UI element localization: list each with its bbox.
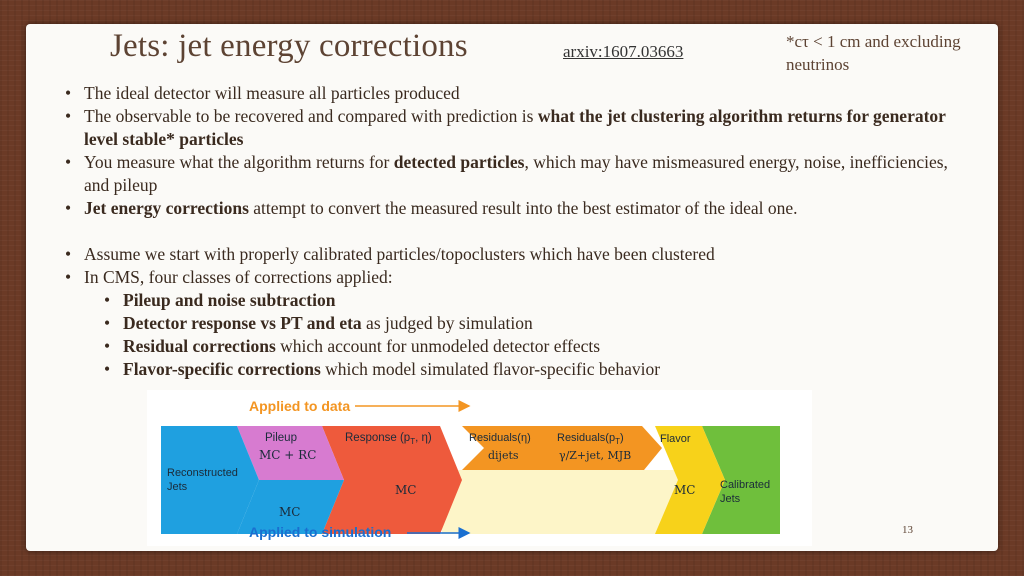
sub-bullet-list <box>96 289 956 381</box>
bullet-item: • Jet energy corrections attempt to convert the measured result into the best estimator of the ideal one. <box>57 197 977 220</box>
response-mc-label: MC <box>395 483 417 497</box>
flavor-label: Flavor <box>660 433 691 445</box>
pileup-mcrc-label: MC + RC <box>259 448 317 462</box>
calibrated-label-1: Calibrated <box>720 479 771 491</box>
residuals-pt-desc: γ/Z+jet, MJB <box>559 449 632 462</box>
bullet-item: • The ideal detector will measure all particles produced <box>57 82 977 105</box>
jec-diagram <box>147 390 812 546</box>
bullet-item: • You measure what the algorithm returns for detected particles, which may have mismeasured energy, noise, inefficiencies, and pileup <box>57 151 977 197</box>
pileup-mc-label: MC <box>279 505 301 519</box>
residuals-pt-label: $Residuals(p_T)$ <box>557 432 624 446</box>
residuals-eta-label: Residuals(η) <box>469 432 531 444</box>
bullet-item: • Assume we start with properly calibrated particles/topoclusters which have been clustered <box>57 243 977 266</box>
arxiv-link[interactable]: arxiv:1607.03663 <box>563 42 684 61</box>
sub-bullet-item: • Detector response vs PT and eta as judged by simulation <box>96 312 956 335</box>
bullet-list-second <box>57 243 977 289</box>
slide-title: Jets: jet energy corrections <box>110 28 468 64</box>
response-label: Response ($p_T$, η) <box>345 432 432 446</box>
bullet-list-main <box>57 82 977 220</box>
pileup-label: Pileup <box>265 432 297 444</box>
residuals-eta-sub: dijets <box>488 449 519 462</box>
flavor-mc-label: MC <box>674 483 696 497</box>
sub-bullet-item: • Flavor-specific corrections which model simulated flavor-specific behavior <box>96 358 956 381</box>
applied-to-simulation-label: Applied to simulation <box>249 524 392 540</box>
applied-to-data-label: Applied to data <box>249 398 351 414</box>
bullet-item: • The observable to be recovered and compared with prediction is what the jet clustering algorithm returns for generator level stable* particles <box>57 105 977 151</box>
bullet-item: • In CMS, four classes of corrections applied: <box>57 266 977 289</box>
calibrated-label-2: Jets <box>720 493 741 505</box>
sub-bullet-item: • Pileup and noise subtraction <box>96 289 956 312</box>
sub-bullet-item: • Residual corrections which account for unmodeled detector effects <box>96 335 956 358</box>
slide <box>26 24 998 551</box>
reconstructed-label-1: Reconstructed <box>167 467 238 479</box>
reconstructed-label-2: Jets <box>167 481 188 493</box>
footnote-ctau: *cτ < 1 cm and excluding neutrinos <box>786 32 961 74</box>
page-number: 13 <box>902 524 913 536</box>
